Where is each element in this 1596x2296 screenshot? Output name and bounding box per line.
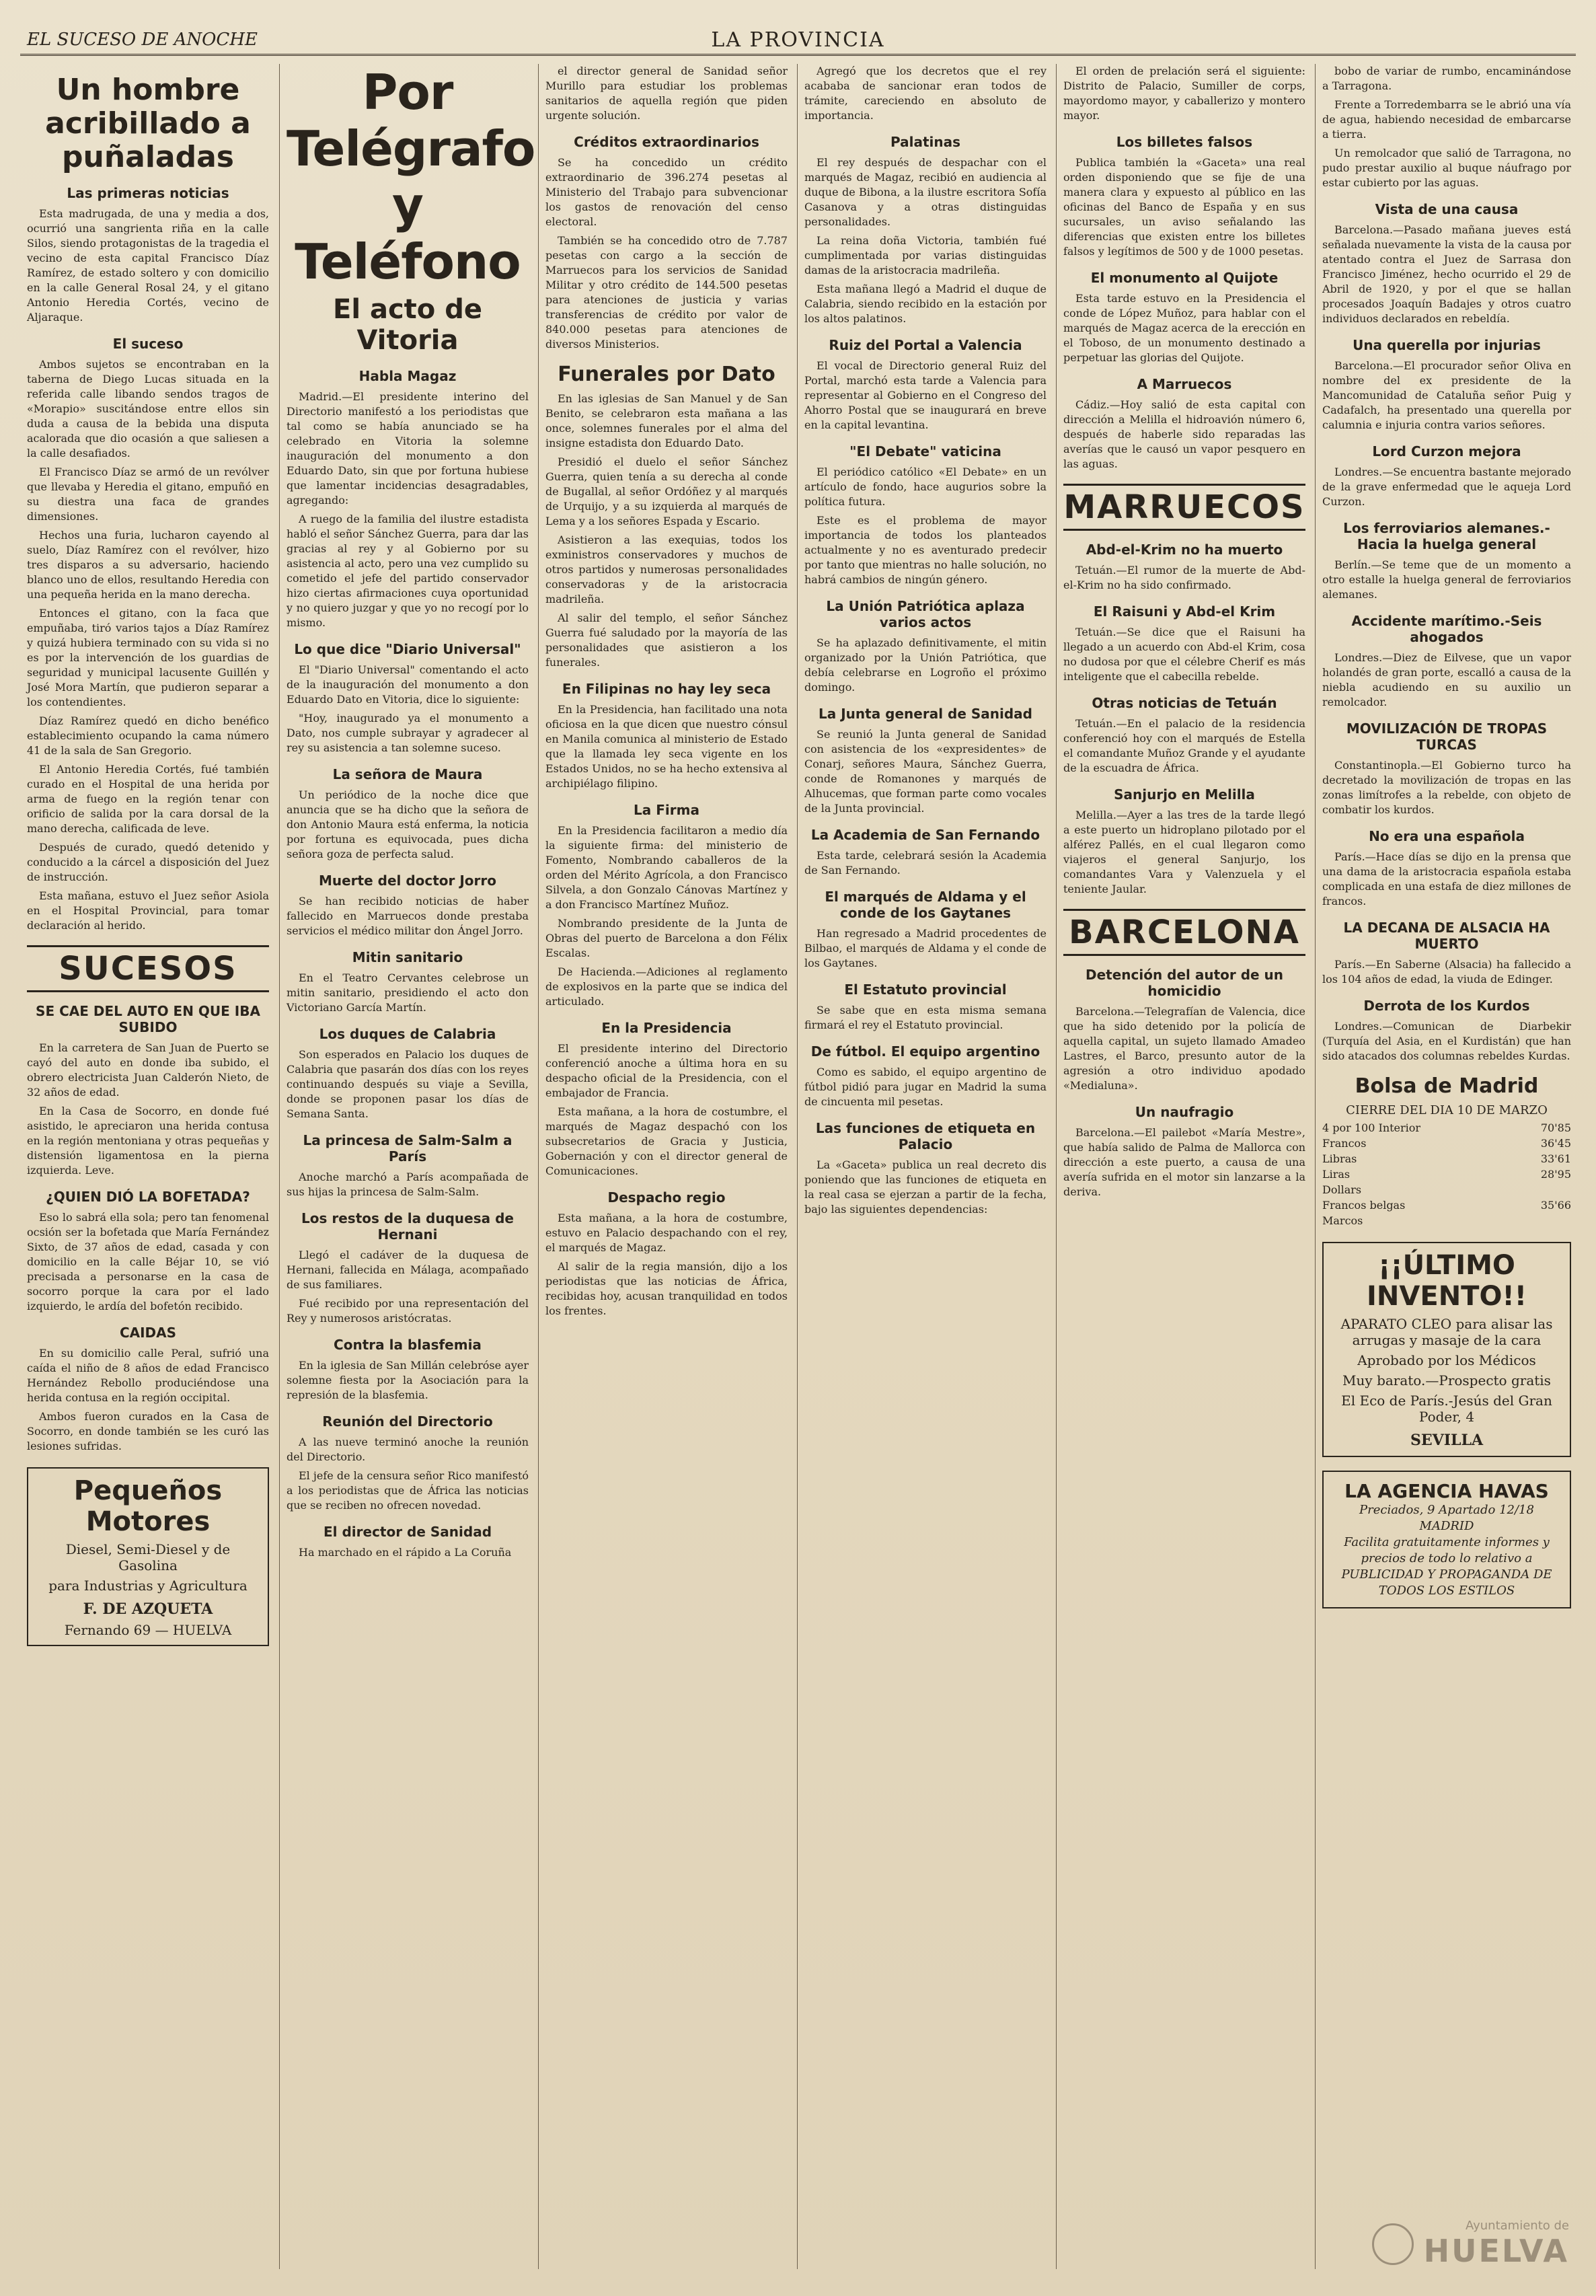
havas-line: Preciados, 9 Apartado 12/18 [1359, 1503, 1534, 1517]
bolsa-label: Francos belgas [1322, 1199, 1406, 1212]
column-2 [279, 64, 535, 2269]
paragraph: La reina doña Victoria, también fué cumplimentada por varias distinguidas damas de la aristocracia madrileña. [804, 234, 1047, 276]
paragraph: Esta mañana, estuvo el Juez señor Asiola en el Hospital Provincial, para tomar declaración al herido. [27, 889, 269, 932]
subhead: MOVILIZACIÓN DE TROPAS TURCAS [1346, 720, 1548, 753]
paragraph: Díaz Ramírez quedó en dicho benéfico establecimiento ocupando la cama número 41 de la sala de San Gregorio. [27, 714, 269, 757]
ad-title: ¡¡ÚLTIMO INVENTO!! [1367, 1250, 1527, 1312]
paragraph: Asistieron a las exequias, todos los exministros conservadores y muchos de otros partidos y numerosas personalidades conservadoras y de la aristocracia madrileña. [545, 533, 788, 605]
ad-ultimo-invento [1322, 1242, 1571, 1457]
paragraph: Ambos fueron curados en la Casa de Socorro, en donde también se les curó las lesiones sufridas. [27, 1410, 269, 1452]
subhead: Accidente marítimo.-Seis ahogados [1351, 613, 1542, 645]
subhead: El suceso [112, 336, 184, 352]
subhead: Mitin sanitario [352, 949, 463, 965]
section-sucesos: SUCESOS [27, 945, 269, 992]
paragraph: "Hoy, inaugurado ya el monumento a Dato, nos cumple subrayar y agradecer al rey su asistencia a tan solemne suceso. [287, 712, 529, 754]
paragraph: Se ha concedido un crédito extraordinario de 396.274 pesetas al Ministerio del Trabajo para subvencionar los gastos de renovación del censo electoral. [545, 156, 788, 228]
table-row [1322, 1151, 1571, 1166]
paragraph: Esta tarde, celebrará sesión la Academia de San Fernando. [804, 849, 1047, 877]
subhead: En Filipinas no hay ley seca [562, 681, 771, 697]
paragraph: Han regresado a Madrid procedentes de Bilbao, el marqués de Aldama y el conde de los Gaytanes. [804, 927, 1047, 969]
paragraph: El Antonio Heredia Cortés, fué también curado en el Hospital de una herida por arma de fuego en la región tenar con orificio de salida por la cara dorsal de la mano derecha, calificada de leve. [27, 763, 269, 835]
paragraph: Presidió el duelo el señor Sánchez Guerra, quien tenía a su derecha al conde de Bugallal, al señor Ordóñez y al marqués de Urquijo, y a su izquierda al marqués de Lema y a los señores Espada y Escario. [545, 455, 788, 527]
paragraph: Melilla.—Ayer a las tres de la tarde llegó a este puerto un hidroplano pilotado por el alférez Pallés, en el cual llegaron como viajeros el general Sanjurjo, los comandantes Vara y Valenzuela y el teniente Jaular. [1063, 809, 1305, 895]
subhead: Créditos extraordinarios [574, 134, 759, 150]
paragraph: Berlín.—Se teme que de un momento a otro estalle la huelga general de ferroviarios alemanes. [1322, 558, 1571, 601]
ad-line: APARATO CLEO para alisar las arrugas y masaje de la cara [1340, 1316, 1553, 1348]
banner-telegrafo: Por Telégrafo y Teléfono [287, 64, 535, 290]
subhead: Habla Magaz [358, 368, 457, 384]
subhead: La princesa de Salm-Salm a París [303, 1132, 512, 1164]
paragraph: Esta mañana llegó a Madrid el duque de Calabria, siendo recibido en la estación por los altos palatinos. [804, 283, 1047, 325]
subhead: A Marruecos [1137, 376, 1232, 392]
paragraph: En su domicilio calle Peral, sufrió una caída el niño de 8 años de edad Francisco Hernández Rebollo produciéndose una herida contusa en la región occipital. [27, 1347, 269, 1404]
subhead: Otras noticias de Tetuán [1092, 695, 1277, 711]
paragraph: En la Casa de Socorro, en donde fué asistido, le apreciaron una herida contusa en la región mentoniana y otras pequeñas y distensión ligamentosa en la pierna izquierda. Leve. [27, 1105, 269, 1177]
table-row [1322, 1213, 1571, 1228]
ad-agencia-havas [1322, 1471, 1571, 1608]
masthead-left: EL SUCESO DE ANOCHE [27, 30, 258, 50]
bolsa-box [1322, 1074, 1571, 1228]
paragraph: Al salir de la regia mansión, dijo a los periodistas que las noticias de África, recibidas hoy, acusan tranquilidad en todos los frentes. [545, 1260, 788, 1317]
paragraph: Tetuán.—En el palacio de la residencia conferenció hoy con el marqués de Estella el comandante Muñoz Grande y el ayudante de la escuadra de África. [1063, 717, 1305, 774]
paragraph: Se ha aplazado definitivamente, el mitin organizado por la Unión Patriótica, que debía celebrarse en Logroño el próximo domingo. [804, 636, 1047, 694]
subhead: La señora de Maura [332, 766, 483, 782]
watermark-line: HUELVA [1423, 2233, 1569, 2269]
paragraph: En la carretera de San Juan de Puerto se cayó del auto en donde iba subido, el obrero electricista Juan Calderón Nieto, de 32 años de edad. [27, 1041, 269, 1099]
subhead: Reunión del Directorio [322, 1413, 493, 1430]
masthead-title: LA PROVINCIA [711, 28, 885, 52]
paragraph: bobo de variar de rumbo, encaminándose a Tarragona. [1322, 65, 1571, 92]
bolsa-label: Marcos [1322, 1214, 1363, 1227]
subhead: Los restos de la duquesa de Hernani [301, 1210, 514, 1243]
table-row [1322, 1120, 1571, 1136]
subhead: Los ferroviarios alemanes.-Hacia la huelga general [1343, 520, 1550, 552]
paragraph: El vocal de Directorio general Ruiz del Portal, marchó esta tarde a Valencia para representar al Gobierno en el Congreso del Ahorro Postal que se inaugurará en breve en la capital levantina. [804, 359, 1047, 431]
paragraph: Hechos una furia, lucharon cayendo al suelo, Díaz Ramírez con el revólver, hizo tres disparos a su adversario, haciendo blanco uno de ellos, resultando Heredia con una pequeña herida en la mano derecha. [27, 529, 269, 601]
table-row [1322, 1182, 1571, 1197]
paragraph: Constantinopla.—El Gobierno turco ha decretado la movilización de tropas en las zonas limítrofes a la rebelde, con objeto de combatir los kurdos. [1322, 759, 1571, 816]
paragraph: De Hacienda.—Adiciones al reglamento de explosivos en la parte que se indica del articulado. [545, 965, 788, 1008]
paragraph: El orden de prelación será el siguiente: Distrito de Palacio, Sumiller de corps, mayordomo mayor, y caballerizo y montero mayor. [1063, 65, 1305, 122]
watermark-line: Ayuntamiento de [1466, 2219, 1569, 2233]
subhead: Muerte del doctor Jorro [318, 873, 497, 889]
paragraph: Londres.—Diez de Eilvese, que un vapor holandés de gran porte, escalló a causa de la niebla acudiendo en su auxilio un remolcador. [1322, 651, 1571, 708]
table-row [1322, 1166, 1571, 1182]
bolsa-value: 28'95 [1540, 1168, 1571, 1181]
paragraph: A ruego de la familia del ilustre estadista habló el señor Sánchez Guerra, para dar las gracias al rey y al Gobierno por su asistencia al acto, pero una vez cumplido su cometido el jefe del partido conservador hizo ciertas afirmaciones cuya oportunidad y no quiero juzgar y que yo no recogí por lo mismo. [287, 513, 529, 629]
table-row [1322, 1136, 1571, 1151]
subhead: Lo que dice "Diario Universal" [294, 641, 521, 657]
bolsa-subtitle: CIERRE DEL DIA 10 DE MARZO [1346, 1103, 1548, 1117]
ad-line: Muy barato.—Prospecto gratis [1342, 1372, 1551, 1388]
paragraph: El jefe de la censura señor Rico manifestó a los periodistas que de África las noticias que se reciben no ofrecen novedad. [287, 1469, 529, 1512]
subhead: Ruiz del Portal a Valencia [829, 337, 1022, 353]
paragraph: La «Gaceta» publica un real decreto dis poniendo que las funciones de etiqueta en la real casa se ejerzan a partir de la fecha, bajo las siguientes dependencias: [804, 1158, 1047, 1216]
subhead: Una querella por injurias [1353, 337, 1541, 353]
ad-line: para Industrias y Agricultura [48, 1578, 248, 1594]
subhead: "El Debate" vaticina [849, 443, 1001, 459]
paragraph: Después de curado, quedó detenido y conducido a la cárcel a disposición del Juez de instrucción. [27, 841, 269, 883]
paragraph: Esta madrugada, de una y media a dos, ocurrió una sangrienta riña en la calle Silos, siendo protagonistas de la tragedia el vecino de esta capital Francisco Díaz Ramírez, de estado soltero y con domicilio en la calle General Rosal 24, y el gitano Antonio Heredia Cortés, vecino de Aljaraque. [27, 207, 269, 324]
ad-line: Aprobado por los Médicos [1357, 1352, 1536, 1368]
column-1 [20, 64, 276, 2269]
archive-watermark [1372, 2219, 1569, 2269]
subhead: El marqués de Aldama y el conde de los Gaytanes [825, 889, 1026, 921]
paragraph: A las nueve terminó anoche la reunión del Directorio. [287, 1436, 529, 1463]
subhead: Vista de una causa [1375, 201, 1519, 217]
subhead-large: Funerales por Dato [558, 363, 775, 386]
subhead: El Estatuto provincial [844, 982, 1007, 998]
subhead: El monumento al Quijote [1090, 270, 1279, 286]
bolsa-label: Libras [1322, 1152, 1357, 1165]
subhead: No era una española [1369, 828, 1525, 844]
paragraph: El periódico católico «El Debate» en un artículo de fondo, hace augurios sobre la política futura. [804, 466, 1047, 508]
havas-line: MADRID [1419, 1519, 1474, 1533]
ad-line: SEVILLA [1410, 1432, 1484, 1449]
paragraph: También se ha concedido otro de 7.787 pesetas con cargo a la sección de Marruecos para los servicios de Sanidad Militar y otro crédito de 144.500 pesetas para atenciones de justicia y varias transferencias de crédito por valor de 840.000 pesetas para atenciones de diversos Ministerios. [545, 234, 788, 350]
ad-address: Fernando 69 — HUELVA [64, 1622, 232, 1638]
subhead-vitoria: El acto de Vitoria [333, 294, 482, 356]
column-3 [538, 64, 794, 2269]
paragraph: Barcelona.—El pailebot «María Mestre», que había salido de Palma de Mallorca con dirección a este puerto, a causa de una avería sufrida en el motor sin lanzarse a la deriva. [1063, 1126, 1305, 1198]
paragraph: Un remolcador que salió de Tarragona, no pudo prestar auxilio al buque náufrago por estar cubierto por las aguas. [1322, 147, 1571, 189]
ad-line: El Eco de París.-Jesús del Gran Poder, 4 [1341, 1393, 1552, 1425]
subhead: CAIDAS [119, 1325, 177, 1341]
paragraph: Se han recibido noticias de haber fallecido en Marruecos donde prestaba servicios el médico militar don Ángel Jorro. [287, 895, 529, 937]
paragraph: El presidente interino del Directorio conferenció anoche a última hora en su despacho oficial de la Presidencia, con el embajador de Francia. [545, 1042, 788, 1099]
subhead: Lord Curzon mejora [1372, 443, 1521, 459]
subhead: La Unión Patriótica aplaza varios actos [826, 598, 1025, 630]
bolsa-table [1322, 1120, 1571, 1228]
paragraph: En las iglesias de San Manuel y de San Benito, se celebraron esta mañana a las once, solemnes funerales por el alma del insigne estadista don Eduardo Dato. [545, 392, 788, 449]
subhead: Sanjurjo en Melilla [1114, 786, 1255, 803]
paragraph: el director general de Sanidad señor Murillo para estudiar los problemas sanitarios de aquella región que piden urgente solución. [545, 65, 788, 122]
subhead: ¿QUIEN DIÓ LA BOFETADA? [46, 1189, 250, 1205]
paragraph: Barcelona.—Pasado mañana jueves está señalada nuevamente la vista de la causa por atentado contra el Juez de Sarrasa don Francisco Jiménez, hecho ocurrido el 29 de Abril de 1920, y por el que se hallan procesados Joaquín Badajes y otros cuatro individuos declarados en rebeldía. [1322, 223, 1571, 325]
subhead: La Junta general de Sanidad [819, 706, 1032, 722]
paragraph: Un periódico de la noche dice que anuncia que se ha dicho que la señora de don Antonio Maura está enferma, la noticia por fortuna es equivocada, pues dicha señora goza de perfecta salud. [287, 788, 529, 860]
section-marruecos: MARRUECOS [1063, 484, 1305, 531]
paragraph: Esta tarde estuvo en la Presidencia el conde de López Muñoz, para hablar con el marqués de Magaz acerca de la erección en el Toboso, de un monumento destinado a perpetuar las glorias del Quijote. [1063, 292, 1305, 364]
subhead: Las primeras noticias [67, 185, 229, 201]
headline-acribillado: Un hombre acribillado a puñaladas [45, 73, 251, 174]
bolsa-value: 70'85 [1540, 1121, 1571, 1134]
section-barcelona: BARCELONA [1063, 909, 1305, 956]
subhead: La Academia de San Fernando [810, 827, 1040, 843]
ad-firm: F. DE AZQUETA [83, 1600, 213, 1618]
paragraph: Barcelona.—El procurador señor Oliva en nombre del ex presidente de la Mancomunidad de Cataluña señor Puig y Cadafalch, ha presentado una querella por calumnia e injuria contra varios señores. [1322, 359, 1571, 431]
bolsa-value: 36'45 [1540, 1137, 1571, 1150]
subhead: La Firma [634, 802, 699, 818]
bolsa-value: 35'66 [1540, 1199, 1571, 1212]
paragraph: Se sabe que en esta misma semana firmará el rey el Estatuto provincial. [804, 1004, 1047, 1031]
subhead: Detención del autor de un homicidio [1085, 967, 1284, 999]
ad-title: Pequeños Motores [73, 1475, 223, 1537]
paragraph: En la Presidencia facilitaron a medio día la siguiente firma: del ministerio de Fomento, Nombrando caballeros de la orden del Mérito Agrícola, a don Francisco Silvela, a don Gonzalo Cánovas Martínez y a don Francisco Martínez Muñoz. [545, 824, 788, 911]
paragraph: Esta mañana, a la hora de costumbre, el marqués de Magaz despachó con los subsecretarios de Gracia y Justicia, Gobernación y con el director general de Comunicaciones. [545, 1105, 788, 1177]
paragraph: París.—En Saberne (Alsacia) ha fallecido a los 104 años de edad, la viuda de Edinger. [1322, 958, 1571, 986]
paragraph: Al salir del templo, el señor Sánchez Guerra fué saludado por la mayoría de las personalidades que asistieron a los funerales. [545, 612, 788, 669]
paragraph: Londres.—Comunican de Diarbekir (Turquía del Asia, en el Kurdistán) que han sido atacados dos columnas rebeldes Kurdas. [1322, 1020, 1571, 1062]
column-5 [1056, 64, 1312, 2269]
paragraph: Tetuán.—El rumor de la muerte de Abd-el-Krim no ha sido confirmado. [1063, 564, 1305, 591]
paragraph: Entonces el gitano, con la faca que empuñaba, tiró varios tajos a Díaz Ramírez y quizá hubiera terminado con su vida si no es por la intervención de los guardias de seguridad y municipal lacusente Guillén y José Mora Martín, que pudieron separar a los contendientes. [27, 607, 269, 708]
bolsa-label: Dollars [1322, 1183, 1362, 1196]
paragraph: Ha marchado en el rápido a La Coruña [299, 1546, 512, 1559]
paragraph: El "Diario Universal" comentando el acto de la inauguración del monumento a don Eduardo Dato en Vitoria, dice lo siguiente: [287, 663, 529, 706]
paragraph: Eso lo sabrá ella sola; pero tan fenomenal ocsión ser la bofetada que María Fernández Sixto, de 37 años de edad, casada y con domicilio en la calle Béjar 10, se vió precisada a personarse en la casa de socorro porque la cara por el lado izquierdo, le ardía del bofetón recibido. [27, 1211, 269, 1312]
subhead: El director de Sanidad [323, 1524, 492, 1540]
subhead: Las funciones de etiqueta en Palacio [815, 1120, 1036, 1152]
seal-icon [1372, 2223, 1414, 2265]
ad-line: Diesel, Semi-Diesel y de Gasolina [65, 1541, 231, 1573]
bolsa-title: Bolsa de Madrid [1355, 1074, 1539, 1098]
subhead: Un naufragio [1135, 1104, 1234, 1120]
paragraph: Esta mañana, a la hora de costumbre, estuvo en Palacio despachando con el rey, el marqués de Magaz. [545, 1212, 788, 1254]
subhead: Palatinas [890, 134, 961, 150]
subhead: Abd-el-Krim no ha muerto [1086, 542, 1283, 558]
paragraph: En el Teatro Cervantes celebrose un mitin sanitario, presidiendo el acto don Victoriano García Martín. [287, 971, 529, 1014]
paragraph: Agregó que los decretos que el rey acababa de sancionar eran todos de trámite, careciendo en absoluto de importancia. [804, 65, 1047, 122]
paragraph: Madrid.—El presidente interino del Directorio manifestó a los periodistas que tal como se había anunciado se ha celebrado en Vitoria la solemne inauguración del monumento a don Eduardo Dato, sin que por fortuna hubiese que lamentar incidencias desagradables, agregando: [287, 390, 529, 507]
subhead: Los duques de Calabria [319, 1026, 496, 1042]
subhead: SE CAE DEL AUTO EN QUE IBA SUBIDO [36, 1003, 260, 1035]
ad-motores [27, 1467, 269, 1646]
column-6 [1315, 64, 1578, 2269]
paragraph: Nombrando presidente de la Junta de Obras del puerto de Barcelona a don Félix Escalas. [545, 917, 788, 959]
paragraph: Este es el problema de mayor importancia de todos los planteados actualmente y no es aventurado predecir por tanto que mientras no halle solución, no habrá cambios de ningún género. [804, 514, 1047, 586]
paragraph: En la Presidencia, han facilitado una nota oficiosa en la que dicen que nuestro cónsul en Manila comunica al ministerio de Estado que la llamada ley seca vigente en los Estados Unidos, no se ha hecho extensiva al archipiélago filipino. [545, 703, 788, 790]
paragraph: Ambos sujetos se encontraban en la taberna de Diego Lucas situada en la referida calle libando sendos tragos de «Morapio» suscitándose entre ellos sin duda a causa de la bebida una disputa acalorada que dio ocasión a que saliesen a la calle desafiados. [27, 358, 269, 459]
paragraph: Frente a Torredembarra se le abrió una vía de agua, habiendo necesidad de embarcarse a tierra. [1322, 98, 1571, 141]
paragraph: Londres.—Se encuentra bastante mejorado de la grave enfermedad que le aqueja Lord Curzon. [1322, 466, 1571, 508]
paragraph: El Francisco Díaz se armó de un revólver que llevaba y Heredia el gitano, empuñó en su diestra una faca de grandes dimensiones. [27, 466, 269, 523]
subhead: LA DECANA DE ALSACIA HA MUERTO [1343, 920, 1550, 952]
paragraph: Anoche marchó a París acompañada de sus hijas la princesa de Salm-Salm. [287, 1171, 529, 1198]
subhead: Despacho regio [607, 1189, 726, 1206]
bolsa-value [1513, 1182, 1571, 1197]
paragraph: En la iglesia de San Millán celebróse ayer solemne fiesta por la Asociación para la represión de la blasfemia. [287, 1359, 529, 1401]
masthead [20, 27, 1576, 56]
subhead: Los billetes falsos [1116, 134, 1253, 150]
paragraph: Cádiz.—Hoy salió de esta capital con dirección a Melilla el hidroavión número 6, después de haberle sido reparadas las averías que le causó un vapor pesquero en las aguas. [1063, 398, 1305, 470]
column-4 [797, 64, 1053, 2269]
paragraph: El rey después de despachar con el marqués de Magaz, recibió en audiencia al duque de Bibona, a la ilustre escritora Sofía Casanova y a otras distinguidas personalidades. [804, 156, 1047, 228]
bolsa-label: 4 por 100 Interior [1322, 1121, 1421, 1134]
paragraph: Son esperados en Palacio los duques de Calabria que pasarán dos días con los reyes continuando después su viaje a Sevilla, donde se proponen pasar los días de Semana Santa. [287, 1048, 529, 1120]
bolsa-value [1513, 1213, 1571, 1228]
paragraph: Publica también la «Gaceta» una real orden disponiendo que se fije de una manera clara y expuesto al público en las oficinas del Banco de España y en sus sucursales, un aviso señalando las diferencias que existen entre los billetes falsos y legítimos de 500 y de 1000 pesetas. [1063, 156, 1305, 258]
bolsa-label: Liras [1322, 1168, 1351, 1181]
subhead: El Raisuni y Abd-el Krim [1093, 603, 1276, 620]
paragraph: Llegó el cadáver de la duquesa de Hernani, fallecida en Málaga, acompañado de sus familiares. [287, 1249, 529, 1291]
paragraph: Tetuán.—Se dice que el Raisuni ha llegado a un acuerdo con Abd-el Krim, cosa no dudosa por que el célebre Cherif es más inteligente que el cabecilla rebelde. [1063, 626, 1305, 683]
subhead: Contra la blasfemia [334, 1337, 482, 1353]
paragraph: Se reunió la Junta general de Sanidad con asistencia de los «expresidentes» de Conarj, señores Maura, Sánchez Guerra, conde de Romanones y marqués de Alhucemas, que forman parte como vocales de la Junta provincial. [804, 728, 1047, 815]
paragraph: París.—Hace días se dijo en la prensa que una dama de la aristocracia española estaba complicada en una estafa de diez millones de francos. [1322, 850, 1571, 908]
table-row [1322, 1197, 1571, 1213]
havas-line: Facilita gratuitamente informes y precios de todo lo relativo a [1344, 1535, 1550, 1565]
bolsa-value: 33'61 [1540, 1152, 1571, 1165]
paragraph: Como es sabido, el equipo argentino de fútbol pidió para jugar en Madrid la suma de cincuenta mil pesetas. [804, 1066, 1047, 1108]
subhead: Derrota de los Kurdos [1363, 998, 1530, 1014]
havas-line: PUBLICIDAD Y PROPAGANDA DE TODOS LOS ESTILOS [1341, 1567, 1552, 1598]
bolsa-label: Francos [1322, 1137, 1367, 1150]
subhead: De fútbol. El equipo argentino [810, 1043, 1040, 1060]
havas-title: LA AGENCIA HAVAS [1344, 1480, 1549, 1502]
subhead: En la Presidencia [601, 1020, 732, 1036]
paragraph: Barcelona.—Telegrafían de Valencia, dice que ha sido detenido por la policía de aquella capital, un sujeto llamado Amadeo Lastres, el Barco, presunto autor de la agresión a otro individuo apodado «Medialuna». [1063, 1005, 1305, 1092]
paragraph: Fué recibido por una representación del Rey y numerosos aristócratas. [287, 1297, 529, 1325]
